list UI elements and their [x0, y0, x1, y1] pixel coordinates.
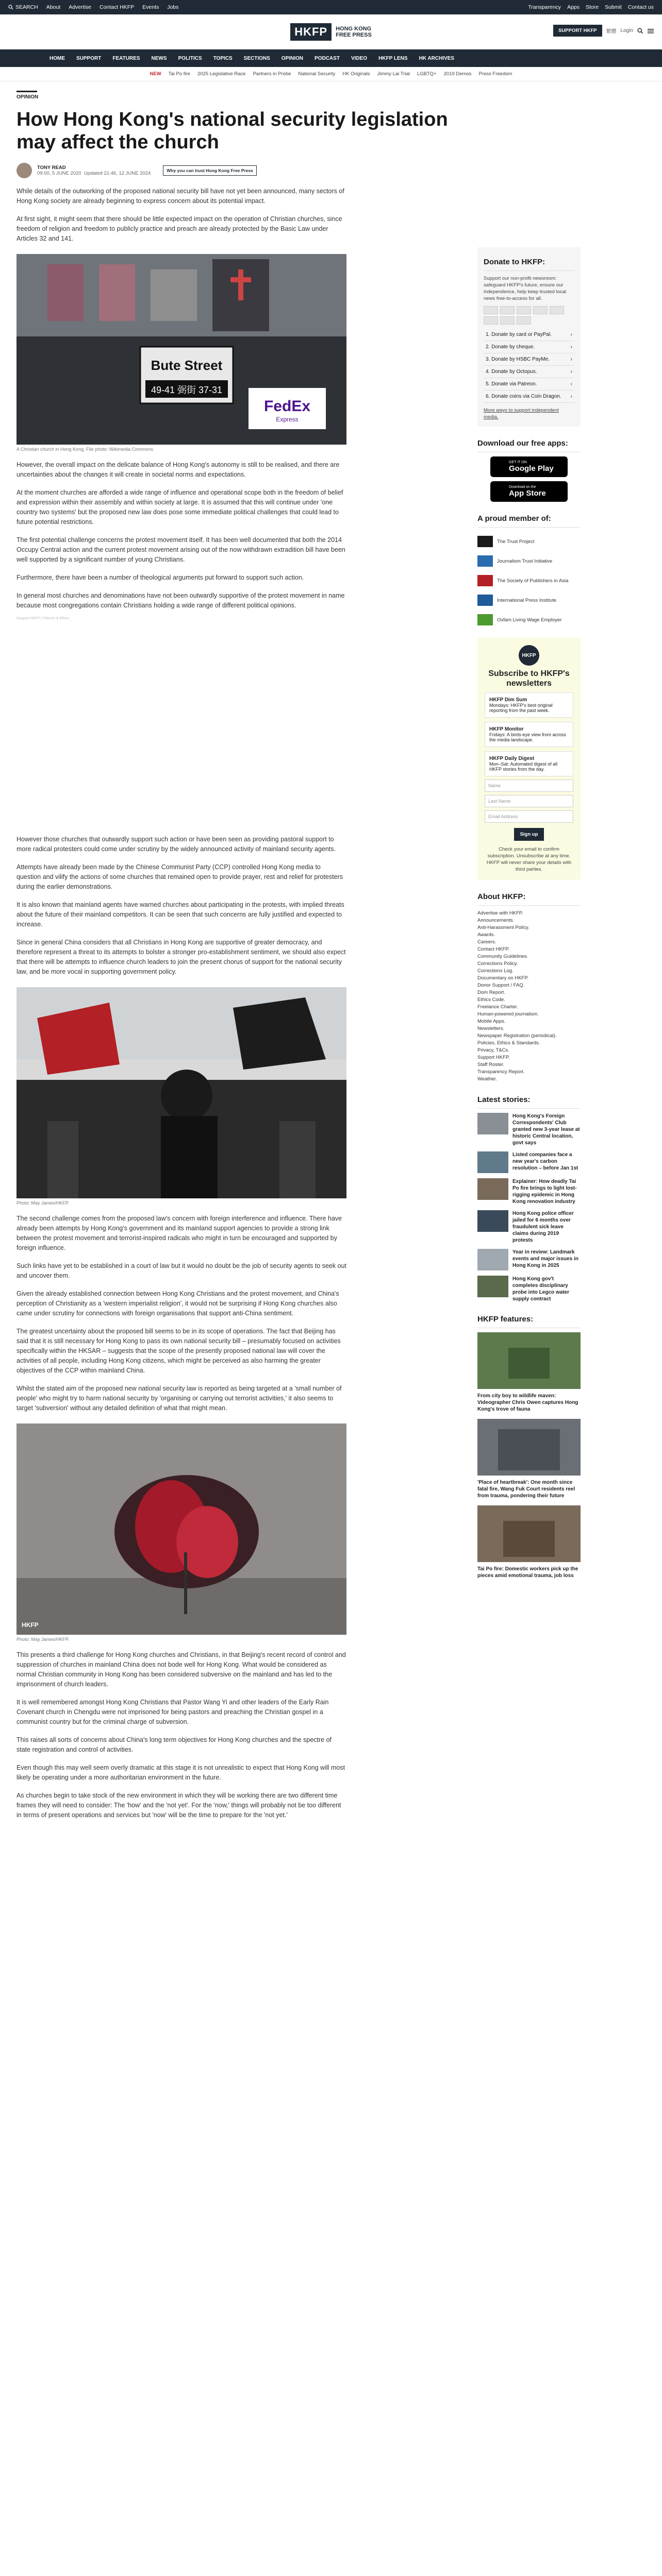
member-item[interactable]: [477, 571, 581, 590]
story-thumbnail: [477, 1249, 508, 1270]
newsletter-option[interactable]: [485, 692, 573, 718]
subnav-item[interactable]: Press Freedom: [478, 71, 512, 77]
about-link[interactable]: Newspaper Registration (periodical).: [477, 1033, 557, 1039]
about-link[interactable]: Freelance Charter.: [477, 1004, 518, 1010]
about-link[interactable]: Transparency Report.: [477, 1069, 525, 1075]
paragraph: The greatest uncertainty about the proposed bill seems to be in its scope of operations. The fact that Beijing has said that it is still necessary for Hong Kong to pass its own national security bill – presumably focused on activities specifically within the HKSAR – suggests that the scope of the presently proposed national law will cover the activities of all people, including Hong Kong citizens, which might be perceived as also harming the greater objectives of the CCP within mainland China.: [16, 1328, 341, 1374]
latest-story[interactable]: [477, 1210, 581, 1244]
sidebar: [477, 247, 581, 1585]
donate-text[interactable]: Support our non-profit newsroom: safeguard HKFP's future, ensure our independence, help keep trusted local news free-to-access for all.: [484, 276, 567, 301]
top-bar: [0, 0, 662, 14]
member-label: The Society of Publishers in Asia: [497, 578, 569, 584]
opt-title: HKFP Monitor: [489, 726, 524, 732]
sign-street-number: 49-41 弼街 37-31: [151, 385, 223, 395]
flower-image: [16, 1423, 346, 1635]
card-icon: [550, 306, 564, 314]
newsletter-title: Subscribe to HKFP's newsletters: [488, 669, 570, 688]
newsletter-option[interactable]: [485, 722, 573, 747]
member-item[interactable]: [477, 590, 581, 610]
features-box: [477, 1311, 581, 1579]
fedex-logo: FedEx: [263, 398, 311, 415]
donate-option[interactable]: [484, 353, 574, 366]
paragraph: While details of the outworking of the proposed national security bill have not yet been announced, many sectors of Hong Kong society are already beginning to express concern about its potential impact.: [16, 188, 344, 205]
email-field[interactable]: Email Address: [485, 810, 573, 823]
paragraph: Such links have yet to be established in a court of law but it would no doubt be the job of security agents to seek out and uncover them.: [16, 1262, 346, 1279]
nav-video[interactable]: VIDEO: [351, 55, 368, 61]
top-link-apps[interactable]: Apps: [567, 4, 580, 10]
features-title: HKFP features:: [477, 1311, 581, 1328]
about-link[interactable]: Careers.: [477, 939, 496, 945]
paragraph: The first potential challenge concerns the protest movement itself. It has been well documented that both the 2014 Occupy Central action and the current protest movement arising out of the now withdrawn extradition bill have been well supported by a significant number of young Christians.: [16, 536, 345, 563]
member-title: A proud member of:: [477, 510, 581, 528]
member-label: International Press Institute: [497, 597, 557, 603]
nav-topics[interactable]: TOPICS: [213, 55, 233, 61]
last-name-field[interactable]: Last Name: [485, 795, 573, 807]
as-small: Download on the: [509, 485, 536, 489]
trust-project-logo: [477, 536, 493, 547]
story-title: Hong Kong police officer jailed for 6 months over fraudulent sick leave claims during 2019 protests: [512, 1211, 574, 1243]
logo-text: [336, 26, 372, 38]
donate-option[interactable]: [484, 391, 574, 403]
donate-title: Donate to HKFP:: [484, 253, 574, 271]
story-thumbnail: [477, 1113, 508, 1134]
top-link-events[interactable]: Events: [142, 4, 159, 10]
about-link[interactable]: Community Guidelines.: [477, 954, 528, 959]
member-item[interactable]: [477, 532, 581, 551]
donate-option[interactable]: [484, 378, 574, 391]
subnav-item[interactable]: HK Originals: [342, 71, 370, 77]
about-link[interactable]: Support HKFP.: [477, 1055, 510, 1060]
nav-politics[interactable]: POLITICS: [178, 55, 202, 61]
paragraph: This raises all sorts of concerns about China's long term objectives for Hong Kong churches and the spectre of state registration and control of activities.: [16, 1736, 332, 1753]
nav-lens[interactable]: HKFP LENS: [378, 55, 408, 61]
as-big: App Store: [509, 489, 546, 498]
login-link[interactable]: Login: [620, 28, 633, 33]
story-thumbnail: [477, 1151, 508, 1173]
about-link[interactable]: Privacy, T&Cs.: [477, 1047, 509, 1053]
author-avatar: [16, 163, 32, 178]
paragraph: At first sight, it might seem that there should be little expected impact on the operation of Christian churches, since freedom of religion and freedom to publicly practice and preach are already protected by the Basic Law under Articles 32 and 141.: [16, 215, 342, 242]
paragraph: In general most churches and denominations have not been outwardly supportive of the protest movement in name because most congregations contain Christians holding a wide range of different political opinions.: [16, 592, 345, 609]
about-link[interactable]: Ethics Code.: [477, 997, 505, 1003]
chevron-right-icon: ›: [570, 381, 572, 387]
article-title: How Hong Kong's national security legislation may affect the church: [16, 109, 448, 153]
nav-support[interactable]: SUPPORT: [76, 55, 102, 61]
search-icon: [8, 5, 13, 10]
nav-opinion[interactable]: OPINION: [281, 55, 304, 61]
paragraph: At the moment churches are afforded a wide range of influence and operational scope both in the freedom of belief and expression within their assembly and within society at large. It is assumed that this will continue under 'one country two systems' but the proposed new law does pose some immediate political challenges that could lead to future potential restrictions.: [16, 489, 343, 526]
photo-caption: Photo: May James/HKFP.: [16, 1637, 70, 1642]
donate-option-label: 6. Donate coins via Coin Dragon.: [486, 394, 561, 399]
search-label: SEARCH: [15, 4, 38, 10]
menu-icon[interactable]: [648, 28, 654, 34]
paragraph: Furthermore, there have been a number of theological arguments put forward to support such action.: [16, 574, 304, 581]
byline: [16, 163, 451, 178]
about-link[interactable]: Human-powered journalism.: [477, 1011, 539, 1017]
subnav-item[interactable]: National Security: [298, 71, 336, 77]
about-link[interactable]: Newsletters.: [477, 1026, 505, 1031]
about-link[interactable]: Corrections Policy.: [477, 961, 518, 967]
top-link-store[interactable]: Store: [586, 4, 599, 10]
story-thumbnail: [477, 1210, 508, 1232]
donate-option-label: 2. Donate by cheque.: [486, 344, 535, 350]
nav-news[interactable]: NEWS: [151, 55, 167, 61]
payment-icons: [484, 306, 574, 325]
chevron-right-icon: ›: [570, 394, 572, 399]
trust-badge[interactable]: Why you can trust Hong Kong Free Press: [163, 165, 257, 176]
feature-title[interactable]: Tai Po fire: Domestic workers pick up the pieces amid emotional trauma, job loss: [477, 1566, 578, 1579]
subnav-item[interactable]: Tai Po fire: [168, 71, 190, 77]
app-store-button[interactable]: [490, 481, 568, 502]
newsletter-logo: HKFP: [519, 645, 539, 666]
language-toggle[interactable]: 繁體: [606, 29, 617, 35]
top-link-transparency[interactable]: Transparency: [528, 4, 561, 10]
ipi-logo: [477, 595, 493, 606]
about-link[interactable]: Mobile Apps.: [477, 1019, 506, 1024]
latest-story[interactable]: [477, 1276, 581, 1302]
sign-up-button[interactable]: Sign up: [514, 828, 544, 841]
story-title: Hong Kong's Foreign Correspondents' Club granted new 3-year lease at historic Central location, govt says: [512, 1113, 580, 1146]
card-icon: [517, 306, 531, 314]
paragraph: However those churches that outwardly support such action or have been seen as providing pastoral support to more radical protesters could come under scrutiny by the widely announced activity of mainland security agents.: [16, 836, 336, 853]
gp-big: Google Play: [509, 464, 554, 473]
chevron-right-icon: ›: [570, 357, 572, 362]
nav-podcast[interactable]: PODCAST: [315, 55, 340, 61]
article: [16, 82, 451, 1820]
story-thumbnail: [477, 1276, 508, 1297]
church-image: [16, 254, 346, 445]
site-header: [0, 14, 662, 49]
paragraph: Attempts have already been made by the Chinese Communist Party (CCP) controlled Hong Kong media to question and vilify the actions of some churches that remained open to provide prayer, rest and relief for protesters during the earlier demonstrations.: [16, 863, 343, 890]
church-photo: [16, 254, 346, 445]
about-link[interactable]: Announcements.: [477, 918, 515, 923]
subnav-item[interactable]: 2019 Demos: [443, 71, 472, 77]
story-title: Year in review: Landmark events and major issues in Hong Kong in 2025: [512, 1249, 578, 1268]
paragraph: Even though this may well seem overly dramatic at this stage it is not unrealistic to expect that Hong Kong will most likely be operating under a more authoritarian environment in the future.: [16, 1764, 345, 1781]
paragraph: This presents a third challenge for Hong Kong churches and Christians, in that Beijing's recent record of control and suppression of churches in mainland China does not bode well for Hong Kong. What would be considered as normal Christian community in Hong Kong has been considered subversive on the mainland and has led to the imprisonment of church leaders.: [16, 1651, 346, 1688]
flower-photo: [16, 1423, 346, 1635]
subnav-item[interactable]: Jimmy Lai Trial: [377, 71, 410, 77]
top-link-submit[interactable]: Submit: [605, 4, 622, 10]
paragraph: As churches begin to take stock of the new environment in which they will be working there are two different time frames they will need to consider: The 'how' and the 'not yet'. For the 'now,' things will probably not be too different in terms of present operations and services but 'now' will be the time to prepare for the 'not yet.': [16, 1792, 341, 1819]
story-title: Hong Kong gov't completes disciplinary probe into Legco water supply contract: [512, 1276, 570, 1302]
about-link[interactable]: Anti-Harassment Policy.: [477, 925, 529, 930]
nav-archives[interactable]: HK ARCHIVES: [419, 55, 455, 61]
protest-photo: [16, 987, 346, 1198]
member-box: [477, 510, 581, 630]
feature-image[interactable]: [477, 1505, 581, 1562]
latest-story[interactable]: [477, 1151, 581, 1173]
member-item[interactable]: [477, 610, 581, 630]
nav-features[interactable]: FEATURES: [112, 55, 140, 61]
newsletter-note: Check your email to confirm subscription. Unsubscribe at any time. HKFP will never share your details with third parties.: [486, 846, 572, 872]
updated-date: Updated 21:46, 12 JUNE 2024: [84, 171, 151, 176]
oxfam-logo: [477, 614, 493, 625]
donate-option[interactable]: [484, 329, 574, 341]
apps-box: [477, 435, 581, 502]
donate-option-label: 4. Donate by Octopus.: [486, 369, 537, 375]
feature-title[interactable]: 'Place of heartbreak': One month since fatal fire, Wang Fuk Court residents reel from trauma, pondering their future: [477, 1480, 575, 1499]
about-link[interactable]: Donor Support / FAQ.: [477, 982, 525, 988]
fedex-express-text: Express: [276, 416, 299, 423]
main-nav: [0, 49, 662, 67]
logo-line2: FREE PRESS: [336, 31, 372, 38]
about-link[interactable]: Dom Report.: [477, 990, 505, 995]
feature-image[interactable]: [477, 1419, 581, 1476]
ad-space: [16, 620, 451, 826]
donate-option-label: 5. Donate via Patreon.: [486, 381, 537, 387]
about-link[interactable]: Staff Roster.: [477, 1062, 505, 1067]
story-title: Explainer: How deadly Tai Po fire brings to light lost-rigging epidemic in Hong Kong renovation industry: [512, 1179, 577, 1205]
member-item[interactable]: [477, 551, 581, 571]
top-link-jobs[interactable]: Jobs: [167, 4, 179, 10]
header-search-icon[interactable]: [637, 28, 643, 34]
subnav-item[interactable]: 2025 Legislative Race: [197, 71, 246, 77]
photo-caption: A Christian church in Hong Kong. File photo: Wikimedia Commons.: [16, 447, 155, 452]
sub-nav: [0, 67, 662, 81]
opt-title: HKFP Daily Digest: [489, 756, 535, 761]
top-link-contactus[interactable]: Contact us: [627, 4, 654, 10]
nav-home[interactable]: HOME: [49, 55, 65, 61]
section-label[interactable]: OPINION: [16, 91, 37, 100]
top-link-contact[interactable]: Contact HKFP: [100, 4, 135, 10]
site-logo[interactable]: [290, 23, 372, 41]
feature-title[interactable]: From city boy to wildlife maven: Videographer Chris Owen captures Hong Kong's trove of fauna: [477, 1393, 578, 1412]
more-ways-link[interactable]: More ways to support independent media.: [484, 408, 559, 420]
about-box: [477, 888, 581, 1083]
chevron-right-icon: ›: [570, 344, 572, 350]
about-link[interactable]: Advertise with HKFP.: [477, 910, 523, 916]
logo-mark: HKFP: [290, 23, 332, 41]
support-hkfp-button[interactable]: SUPPORT HKFP: [553, 25, 602, 37]
new-badge: NEW: [150, 71, 161, 77]
about-link[interactable]: Weather.: [477, 1076, 497, 1082]
about-link[interactable]: Policies, Ethics & Standards.: [477, 1040, 540, 1046]
newsletter-box: [477, 638, 581, 880]
member-label: Journalism Trust Initiative: [497, 558, 553, 564]
google-play-button[interactable]: [490, 456, 568, 477]
publish-date: 09:00, 5 JUNE 2020: [37, 171, 81, 176]
card-icon: [517, 316, 531, 325]
about-title: About HKFP:: [477, 888, 581, 906]
photo-caption: Photo: May James/HKFP.: [16, 1200, 70, 1206]
card-icon: [533, 306, 548, 314]
newsletter-option[interactable]: [485, 751, 573, 776]
member-label: The Trust Project: [497, 538, 535, 545]
donate-option-label: 1. Donate by card or PayPal.: [486, 332, 552, 337]
card-icon: [484, 306, 498, 314]
card-icon: [500, 306, 515, 314]
paragraph: Since in general China considers that all Christians in Hong Kong are supportive of greater democracy, and therefore represent a threat to its attempts to bolster a stronger pro-establishment sentiment, we should also expect that there will be attempts to influence church leaders to join the present chorus of support for the national security law, and be more vocal in supporting government policy.: [16, 939, 346, 975]
apps-title: Download our free apps:: [477, 435, 581, 452]
latest-story[interactable]: [477, 1178, 581, 1205]
top-link-about[interactable]: About: [46, 4, 61, 10]
nav-sections[interactable]: SECTIONS: [243, 55, 270, 61]
paragraph: It is well remembered amongst Hong Kong Christians that Pastor Wang Yi and other leaders of the Early Rain Covenant church in Chengdu were not imprisoned for being pastors and preaching the Christian gospel in a communist country but for the criminal charge of subversion.: [16, 1699, 329, 1725]
donate-box: [477, 247, 581, 427]
chevron-right-icon: ›: [570, 369, 572, 375]
subnav-item[interactable]: LGBTQ+: [417, 71, 437, 77]
card-icon: [484, 316, 498, 325]
latest-story[interactable]: [477, 1249, 581, 1270]
logo-line1: HONG KONG: [336, 25, 372, 32]
author-name[interactable]: TONY READ: [37, 165, 66, 171]
paragraph: It is also known that mainland agents have warned churches about participating in the protests, with implied threats about the future of their mainland competitors. It can be seen that such concerns are fully justified and expected to increase.: [16, 901, 344, 928]
story-thumbnail: [477, 1178, 508, 1200]
about-link[interactable]: Documentary on HKFP.: [477, 975, 529, 981]
gp-small: GET IT ON: [509, 461, 527, 464]
protest-image: [16, 987, 346, 1198]
about-link[interactable]: Awards.: [477, 932, 495, 938]
opt-desc: Mondays: HKFP's best original reporting from the past week.: [489, 703, 553, 713]
story-title: Listed companies face a new year's carbon resolution – before Jan 1st: [512, 1152, 578, 1171]
paragraph: However, the overall impact on the delicate balance of Hong Kong's autonomy is still to be realised, and there are uncertainties about the changes it will create in societal norms and expectations.: [16, 461, 340, 478]
card-icon: [500, 316, 515, 325]
opt-desc: Mon–Sat: Automated digest of all HKFP stories from the day.: [489, 761, 558, 772]
latest-story[interactable]: [477, 1113, 581, 1146]
jti-logo: [477, 555, 493, 567]
photo-watermark: HKFP: [22, 1621, 39, 1629]
member-label: Oxfam Living Wage Employer: [497, 617, 562, 623]
search-link[interactable]: [8, 4, 38, 10]
donate-option[interactable]: [484, 341, 574, 353]
name-field[interactable]: Name: [485, 779, 573, 792]
opt-desc: Fridays: A birds-eye view from across the media landscape.: [489, 732, 567, 742]
paragraph: Given the already established connection between Hong Kong Christians and the protest movement, and China's perception of Christianity as a 'western imperialist religion', it would not be surprising if Hong Kong churches also came under scrutiny for connections with foreign organisations that support anti-China sentiment.: [16, 1290, 339, 1317]
about-link[interactable]: Corrections Log.: [477, 968, 514, 974]
top-link-advertise[interactable]: Advertise: [69, 4, 91, 10]
chevron-right-icon: ›: [570, 332, 572, 337]
latest-box: [477, 1091, 581, 1302]
opt-title: HKFP Dim Sum: [489, 697, 527, 703]
subnav-item[interactable]: Partners in Probe: [253, 71, 291, 77]
ad-label: Support HKFP | Policies & Ethics: [16, 617, 70, 620]
latest-title: Latest stories:: [477, 1091, 581, 1109]
donate-option[interactable]: [484, 366, 574, 378]
donate-option-label: 3. Donate by HSBC PayMe.: [486, 357, 550, 362]
about-link[interactable]: Contact HKFP.: [477, 946, 510, 952]
paragraph: The second challenge comes from the proposed law's concern with foreign interference and influence. There have already been attempts by Hong Kong's government and its mainland support agencies to provide a strong link between the protest movement and terrorist-inspired radicals who might in turn be encouraged and supported by foreign influence.: [16, 1215, 342, 1251]
sign-street-name: Bute Street: [151, 358, 223, 373]
sopa-logo: [477, 575, 493, 586]
paragraph: Whilst the stated aim of the proposed new national security law is reported as being targeted at a 'small number of people' who might try to harm national security by 'organising or carrying out terrorist activities,' it also seems to target 'subversion' without any detailed definition of what that might mean.: [16, 1385, 342, 1412]
feature-image[interactable]: [477, 1332, 581, 1389]
